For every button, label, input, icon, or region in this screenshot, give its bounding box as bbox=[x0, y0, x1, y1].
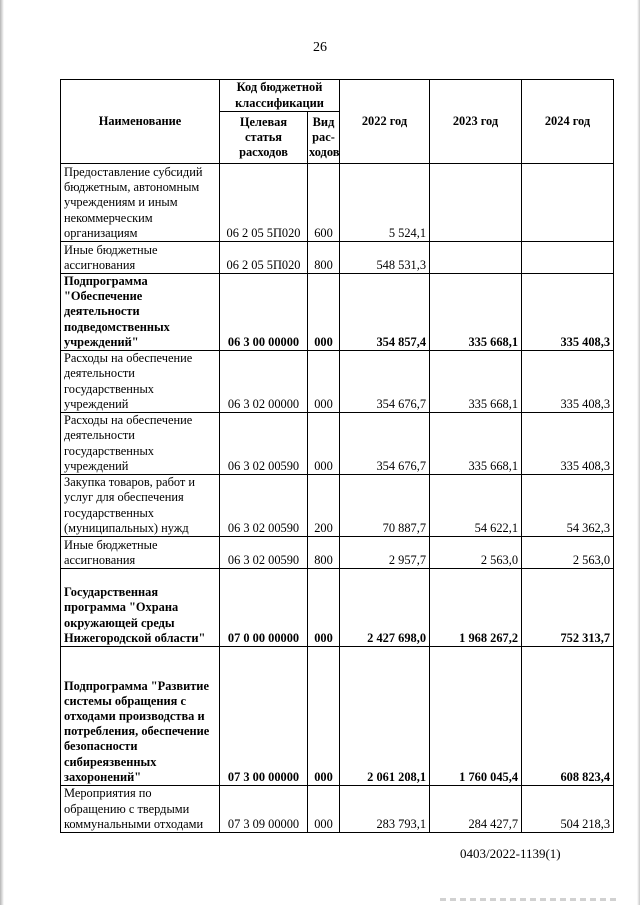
row-2022: 2 061 208,1 bbox=[340, 647, 430, 786]
header-2023: 2023 год bbox=[430, 80, 522, 164]
row-2024: 504 218,3 bbox=[522, 786, 614, 833]
table-row bbox=[61, 647, 614, 786]
budget-table bbox=[60, 79, 614, 833]
row-kind: 000 bbox=[308, 786, 340, 833]
row-kind: 800 bbox=[308, 537, 340, 569]
row-kind: 000 bbox=[308, 351, 340, 413]
row-name: Расходы на обеспечение деятельности государственных учреждений bbox=[61, 413, 220, 475]
row-name: Иные бюджетные ассигнования bbox=[61, 242, 220, 274]
row-2022: 70 887,7 bbox=[340, 475, 430, 537]
row-2022: 283 793,1 bbox=[340, 786, 430, 833]
row-2022: 5 524,1 bbox=[340, 164, 430, 242]
row-code: 06 2 05 5П020 bbox=[220, 164, 308, 242]
header-kind: Вид рас-ходов bbox=[308, 112, 340, 164]
row-2023: 284 427,7 bbox=[430, 786, 522, 833]
header-target: Целевая статья расходов bbox=[220, 112, 308, 164]
row-2024 bbox=[522, 242, 614, 274]
row-name: Закупка товаров, работ и услуг для обеспечения государственных (муниципальных) нужд bbox=[61, 475, 220, 537]
row-2023 bbox=[430, 164, 522, 242]
row-code: 07 0 00 00000 bbox=[220, 569, 308, 647]
row-2024: 752 313,7 bbox=[522, 569, 614, 647]
row-2023: 2 563,0 bbox=[430, 537, 522, 569]
row-2023: 1 760 045,4 bbox=[430, 647, 522, 786]
row-kind: 000 bbox=[308, 413, 340, 475]
row-kind: 000 bbox=[308, 647, 340, 786]
row-code: 07 3 00 00000 bbox=[220, 647, 308, 786]
row-name: Иные бюджетные ассигнования bbox=[61, 537, 220, 569]
header-2022: 2022 год bbox=[340, 80, 430, 164]
row-name: Подпрограмма "Обеспечение деятельности подведомственных учреждений" bbox=[61, 274, 220, 351]
row-kind: 800 bbox=[308, 242, 340, 274]
header-2024: 2024 год bbox=[522, 80, 614, 164]
row-2022: 354 676,7 bbox=[340, 351, 430, 413]
table-row bbox=[61, 413, 614, 475]
row-name: Мероприятия по обращению с твердыми коммунальными отходами bbox=[61, 786, 220, 833]
row-2023: 335 668,1 bbox=[430, 413, 522, 475]
row-2023 bbox=[430, 242, 522, 274]
row-2024: 335 408,3 bbox=[522, 351, 614, 413]
row-code: 06 2 05 5П020 bbox=[220, 242, 308, 274]
header-row-top bbox=[61, 80, 614, 112]
row-code: 06 3 00 00000 bbox=[220, 274, 308, 351]
table-row bbox=[61, 274, 614, 351]
row-2022: 2 427 698,0 bbox=[340, 569, 430, 647]
row-2022: 354 857,4 bbox=[340, 274, 430, 351]
row-name: Предоставление субсидий бюджетным, автономным учреждениям и иным некоммерческим организациям bbox=[61, 164, 220, 242]
table-row bbox=[61, 164, 614, 242]
row-name: Подпрограмма "Развитие системы обращения с отходами производства и потребления, обеспечение безопасности сибиреязвенных захоронений" bbox=[61, 647, 220, 786]
header-name: Наименование bbox=[61, 80, 220, 164]
row-2022: 548 531,3 bbox=[340, 242, 430, 274]
row-2023: 54 622,1 bbox=[430, 475, 522, 537]
row-code: 06 3 02 00590 bbox=[220, 413, 308, 475]
row-kind: 600 bbox=[308, 164, 340, 242]
header-code-group: Код бюджетной классификации bbox=[220, 80, 340, 112]
row-2024: 335 408,3 bbox=[522, 274, 614, 351]
row-code: 07 3 09 00000 bbox=[220, 786, 308, 833]
row-2022: 354 676,7 bbox=[340, 413, 430, 475]
row-2023: 335 668,1 bbox=[430, 274, 522, 351]
row-kind: 200 bbox=[308, 475, 340, 537]
row-2024: 54 362,3 bbox=[522, 475, 614, 537]
table-row bbox=[61, 475, 614, 537]
row-2024 bbox=[522, 164, 614, 242]
row-code: 06 3 02 00590 bbox=[220, 475, 308, 537]
table-row bbox=[61, 351, 614, 413]
row-2024: 608 823,4 bbox=[522, 647, 614, 786]
row-kind: 000 bbox=[308, 274, 340, 351]
row-name: Государственная программа "Охрана окружающей среды Нижегородской области" bbox=[61, 569, 220, 647]
row-2024: 2 563,0 bbox=[522, 537, 614, 569]
row-2023: 1 968 267,2 bbox=[430, 569, 522, 647]
row-2022: 2 957,7 bbox=[340, 537, 430, 569]
row-kind: 000 bbox=[308, 569, 340, 647]
row-code: 06 3 02 00000 bbox=[220, 351, 308, 413]
table-row bbox=[61, 537, 614, 569]
page-number: 26 bbox=[313, 40, 327, 55]
row-name: Расходы на обеспечение деятельности государственных учреждений bbox=[61, 351, 220, 413]
document-code: 0403/2022-1139(1) bbox=[460, 846, 561, 861]
table-row bbox=[61, 569, 614, 647]
scan-edge-left bbox=[0, 0, 4, 905]
table-row bbox=[61, 242, 614, 274]
row-2024: 335 408,3 bbox=[522, 413, 614, 475]
row-code: 06 3 02 00590 bbox=[220, 537, 308, 569]
scan-edge-bottom bbox=[440, 898, 620, 901]
row-2023: 335 668,1 bbox=[430, 351, 522, 413]
table-row bbox=[61, 786, 614, 833]
